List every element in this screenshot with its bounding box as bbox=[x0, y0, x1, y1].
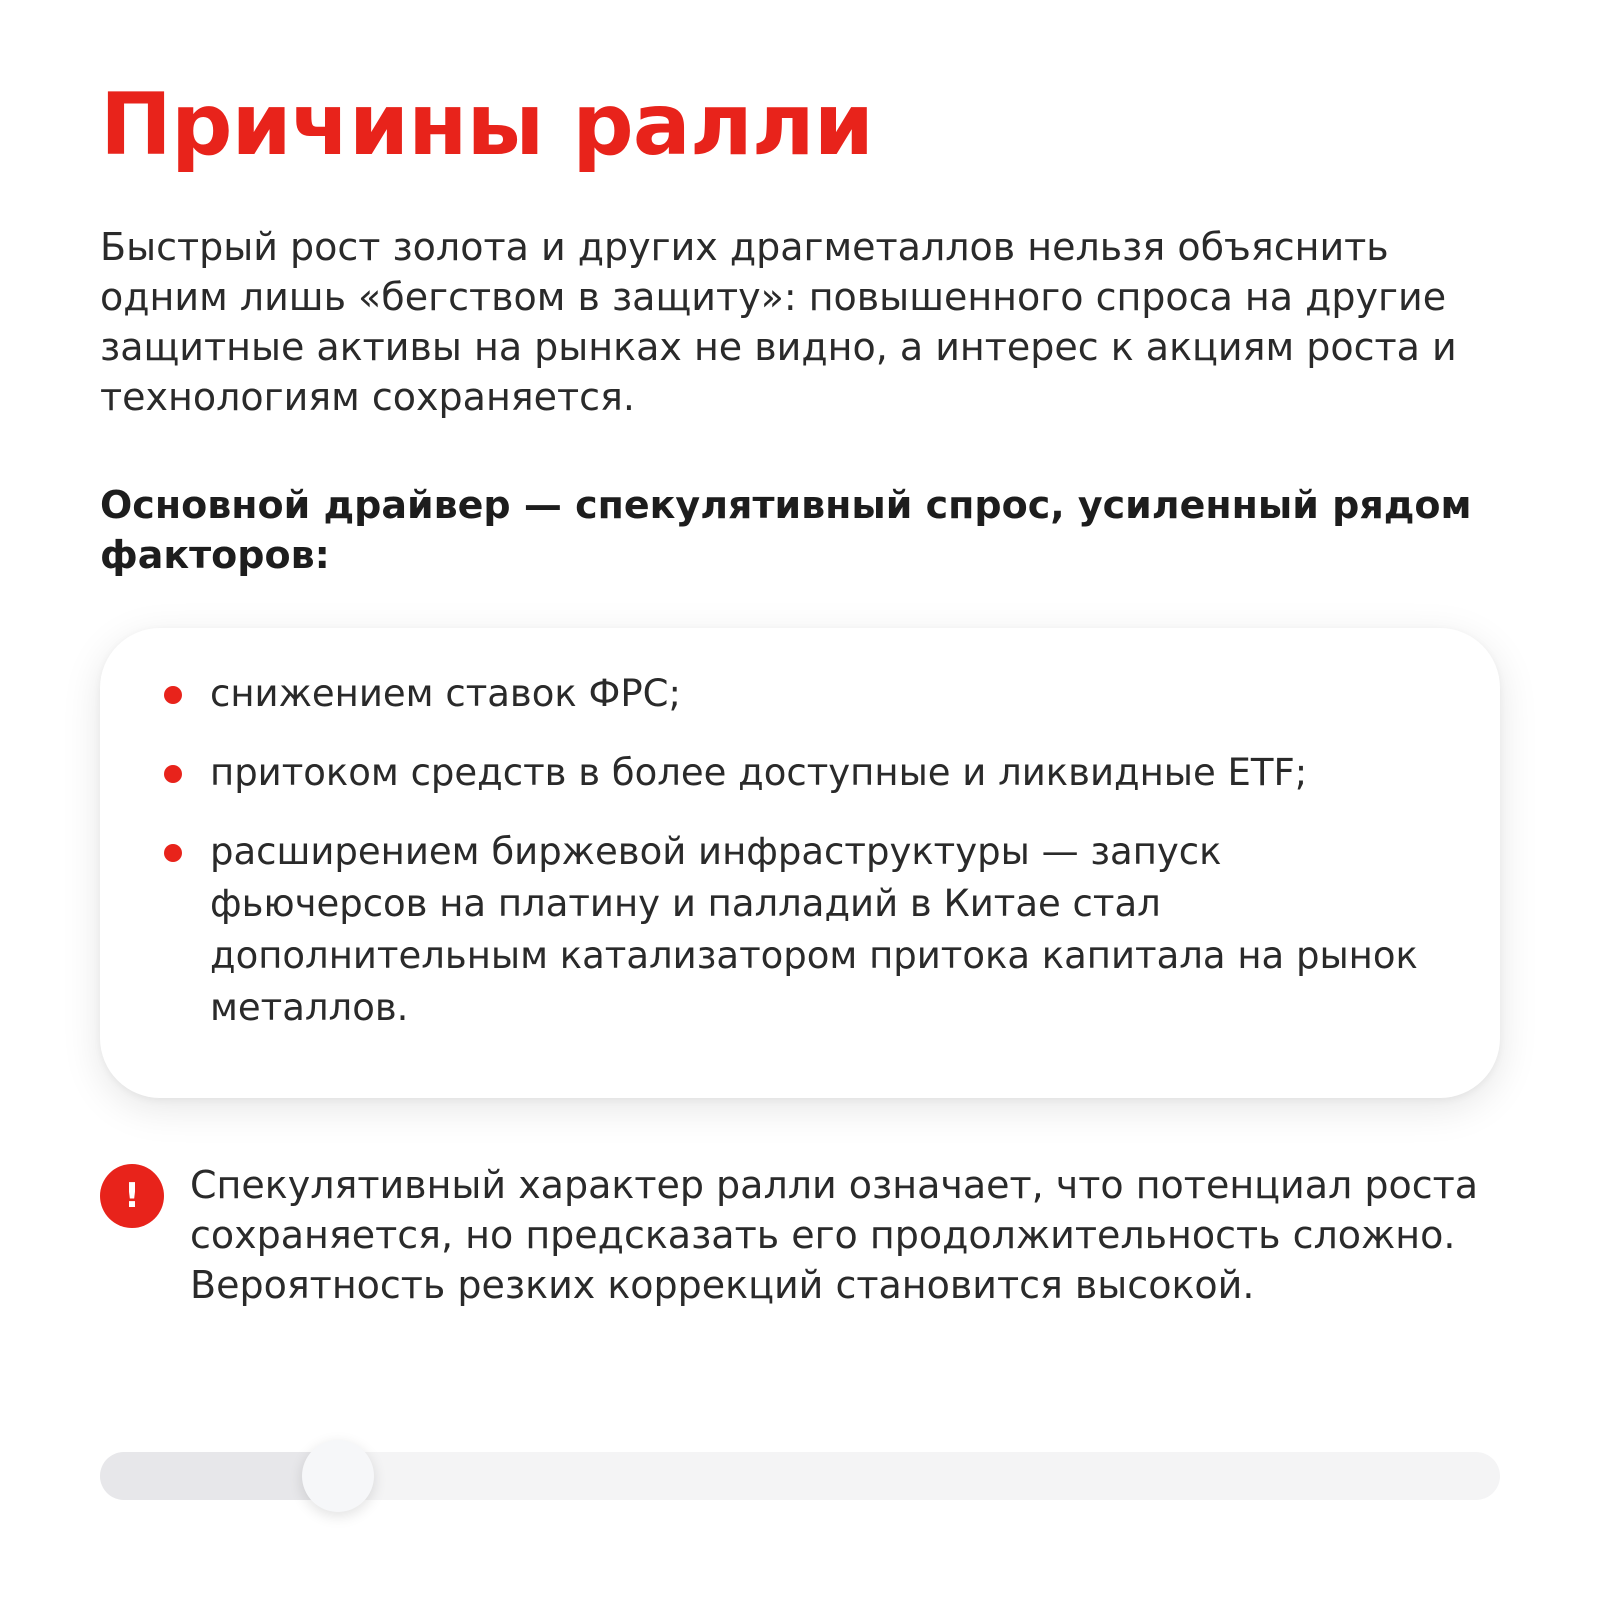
bullet-icon bbox=[164, 686, 182, 704]
page-title: Причины ралли bbox=[100, 75, 874, 175]
bullet-icon bbox=[164, 844, 182, 862]
list-item bbox=[160, 747, 1440, 799]
warning-note: Спекулятивный характер ралли означает, что потенциал роста сохраняется, но предсказать его продолжительность сложно. Вероятность резких коррекций становится высокой. bbox=[190, 1163, 1479, 1307]
exclamation-icon: ! bbox=[100, 1164, 164, 1228]
bullet-icon bbox=[164, 765, 182, 783]
factors-list bbox=[160, 668, 1440, 1034]
intro-paragraph: Быстрый рост золота и других драгметаллов нельзя объяснить одним лишь «бегством в защиту»: повышенного спроса на другие защитные активы на рынках не видно, а интерес к акциям роста и технологиям сохраняется. bbox=[100, 225, 1457, 419]
progress-track[interactable] bbox=[100, 1452, 1500, 1500]
factor-text: снижением ставок ФРС; bbox=[210, 672, 681, 715]
list-item bbox=[160, 826, 1440, 1034]
factor-text: расширением биржевой инфраструктуры — запуск фьючерсов на платину и палладий в Китае стал дополнительным катализатором притока капитала на рынок металлов. bbox=[210, 830, 1418, 1029]
progress-thumb[interactable] bbox=[302, 1440, 374, 1512]
factor-text: притоком средств в более доступные и ликвидные ETF; bbox=[210, 751, 1308, 794]
lead-statement: Основной драйвер — спекулятивный спрос, усиленный рядом факторов: bbox=[100, 483, 1472, 577]
factors-card bbox=[100, 628, 1500, 1098]
list-item bbox=[160, 668, 1440, 720]
